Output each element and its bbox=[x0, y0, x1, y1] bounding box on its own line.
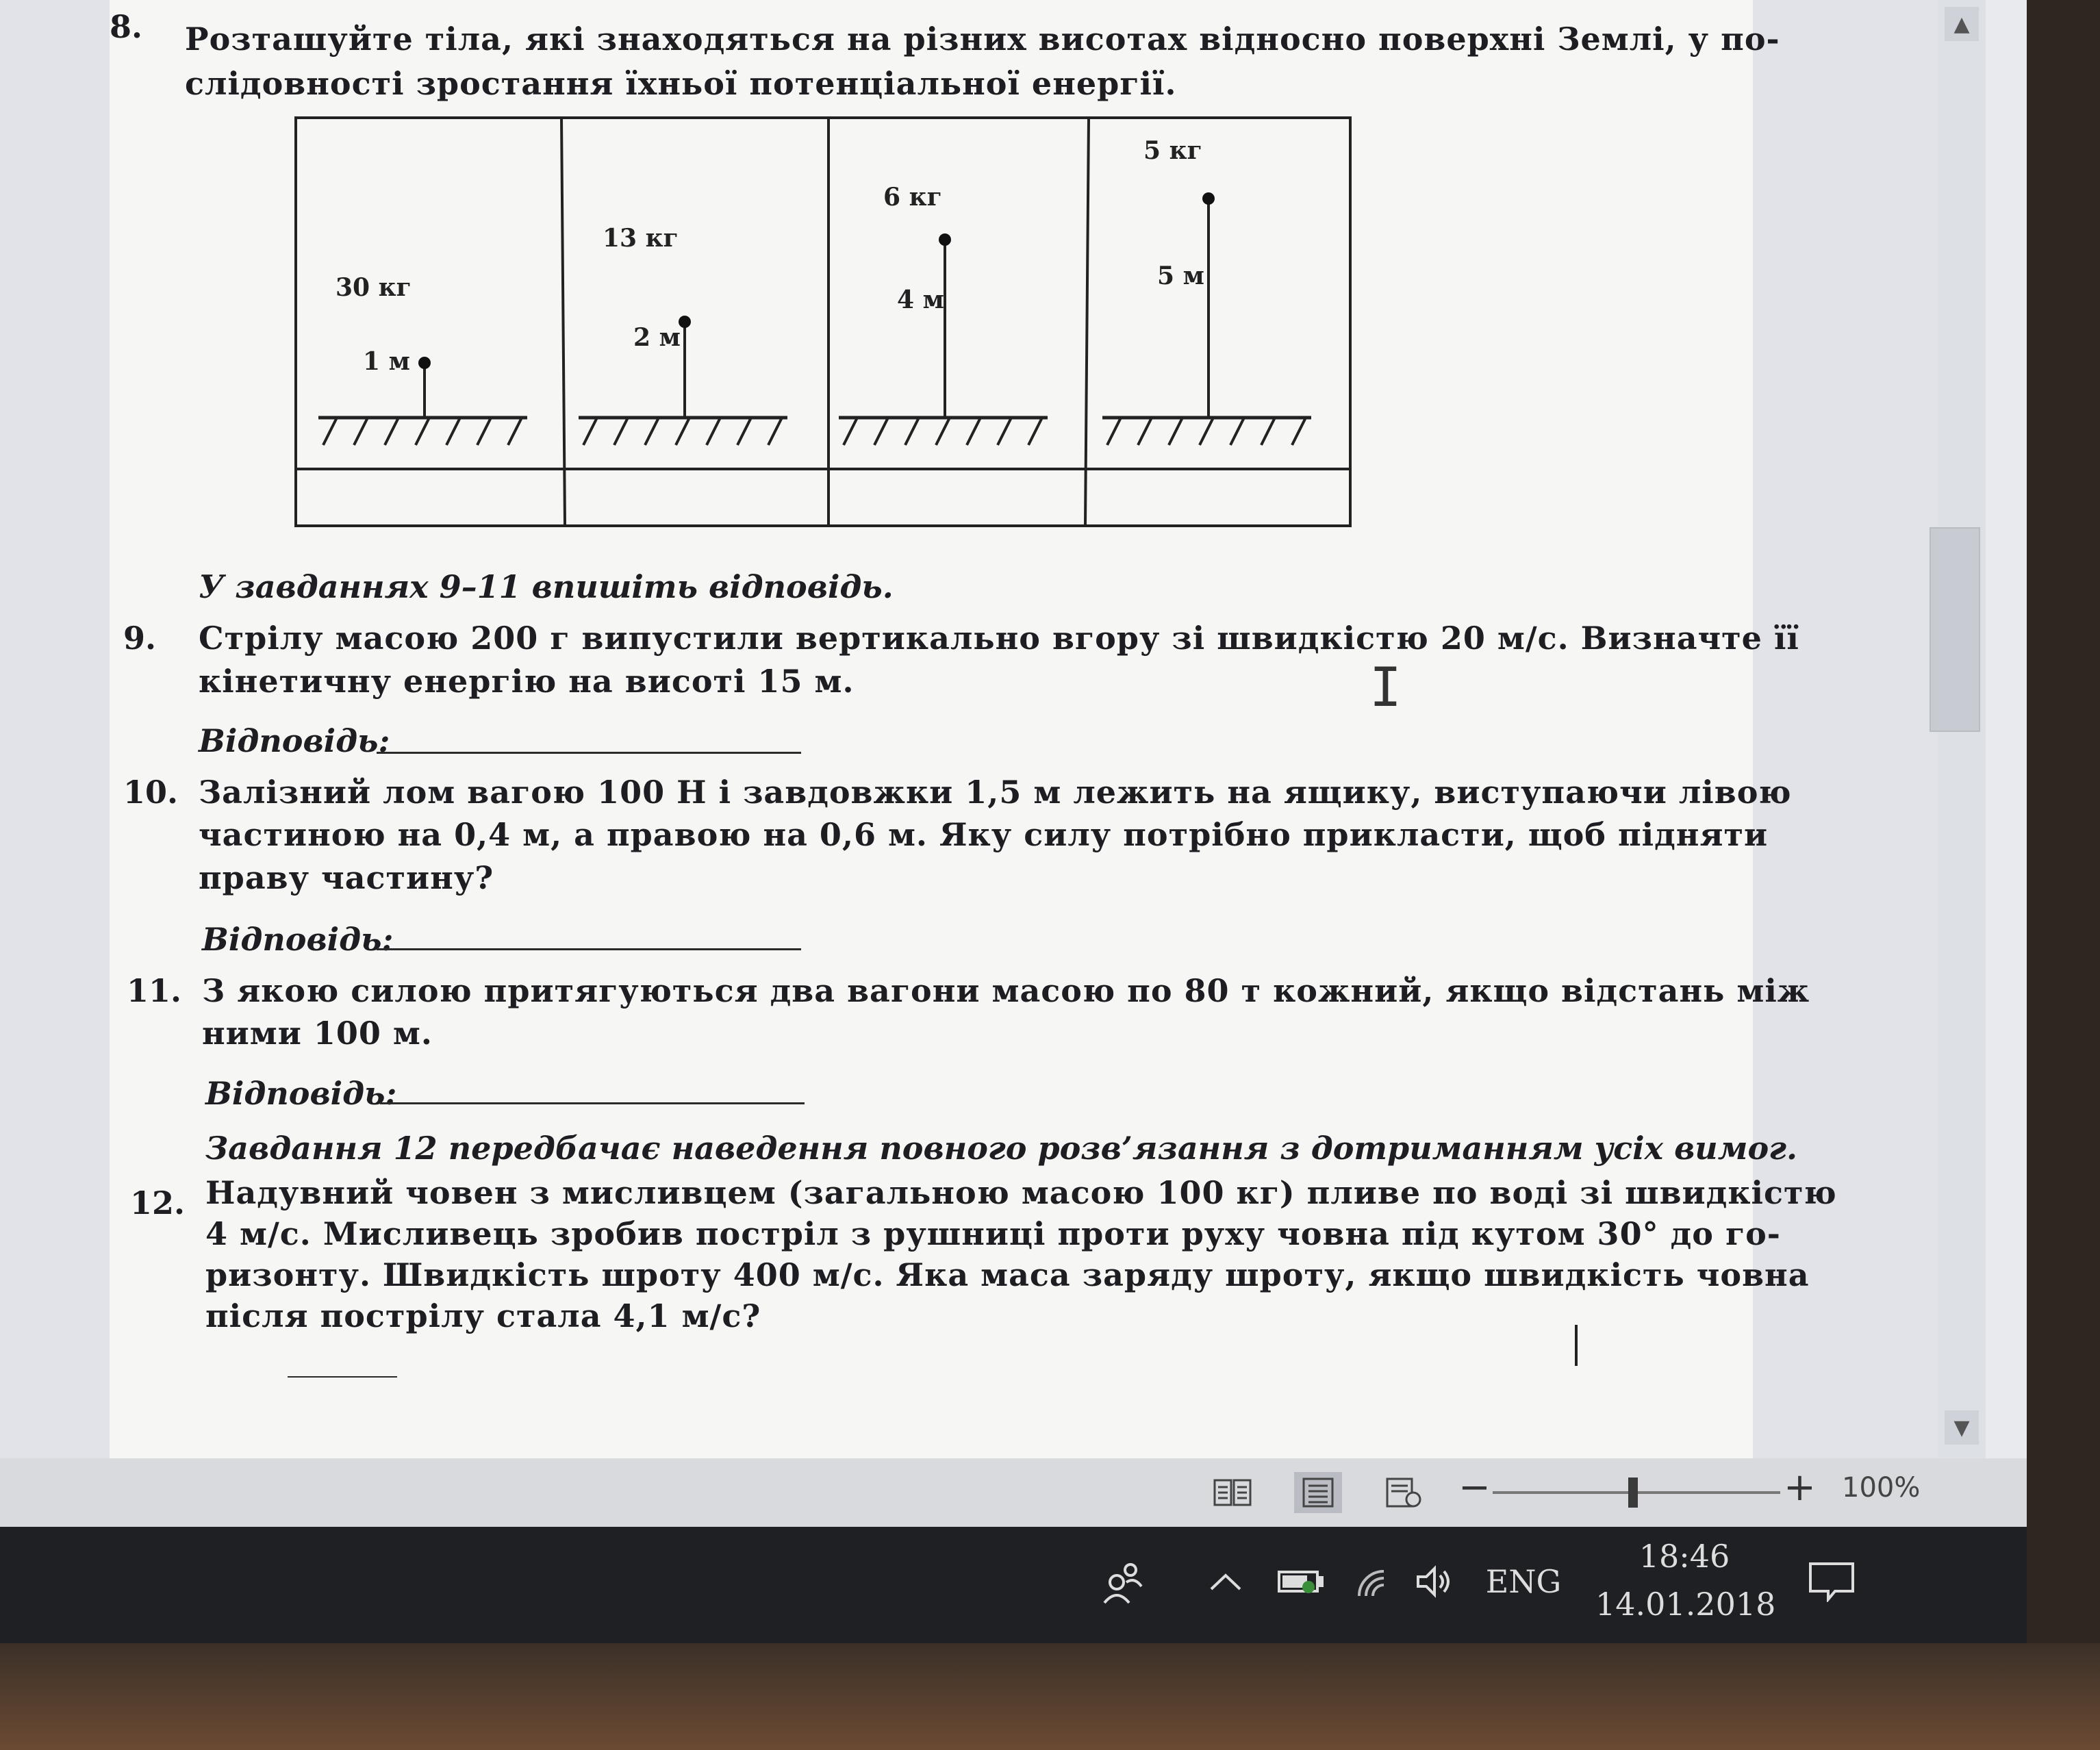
ground-hatch bbox=[676, 418, 690, 445]
ground-hatch bbox=[768, 418, 782, 445]
show-hidden-icons-icon[interactable] bbox=[1198, 1554, 1253, 1609]
ground-hatch bbox=[614, 418, 628, 445]
zoom-level[interactable]: 100% bbox=[1842, 1472, 1921, 1504]
height-label-2: 2 м bbox=[633, 323, 681, 352]
q12-line3: ризонту. Швидкість шроту 400 м/с. Яка маса заряду шроту, якщо швидкість човна bbox=[205, 1256, 1810, 1293]
scrollbar-thumb[interactable] bbox=[1930, 527, 1980, 732]
q12-number: 12. bbox=[130, 1184, 186, 1221]
scroll-up-arrow-icon[interactable]: ▲ bbox=[1945, 7, 1979, 41]
body-point-4 bbox=[1202, 192, 1215, 205]
web-layout-icon[interactable] bbox=[1380, 1472, 1428, 1513]
ground-hatch bbox=[844, 418, 857, 445]
instruction-9-11: У завданнях 9–11 впишіть відповідь. bbox=[199, 568, 894, 605]
i-beam-cursor-icon: I bbox=[1369, 657, 1402, 719]
q9-line2: кінетичну енергію на висоті 15 м. bbox=[199, 663, 855, 700]
q12-line2: 4 м/с. Мисливець зробив постріл з рушниці проти руху човна під кутом 30° до го- bbox=[205, 1215, 1781, 1252]
body-point-1 bbox=[418, 357, 431, 369]
q10-line2: частиною на 0,4 м, а правою на 0,6 м. Яку силу потрібно прикласти, щоб підняти bbox=[199, 816, 1769, 853]
q9-answer-field[interactable] bbox=[377, 752, 801, 754]
zoom-out-button[interactable]: − bbox=[1458, 1465, 1491, 1510]
instruction-12: Завдання 12 передбачає наведення повного розв’язання з дотриманням усіх вимог. bbox=[205, 1130, 1798, 1167]
action-center-icon[interactable] bbox=[1801, 1551, 1862, 1612]
q10-answer-field[interactable] bbox=[377, 948, 801, 950]
print-layout-icon[interactable] bbox=[1294, 1472, 1342, 1513]
clock-date: 14.01.2018 bbox=[1595, 1586, 1776, 1623]
q11-line1: З якою силою притягуються два вагони масою по 80 т кожний, якщо відстань між bbox=[202, 972, 1810, 1009]
ground-hatch bbox=[385, 418, 399, 445]
q10-line3: праву частину? bbox=[199, 859, 494, 896]
ground-hatch bbox=[737, 418, 751, 445]
ground-hatch bbox=[1200, 418, 1213, 445]
mass-label-3: 6 кг bbox=[883, 183, 942, 212]
ground-hatch bbox=[905, 418, 919, 445]
q12-short-line bbox=[288, 1376, 397, 1378]
clock-time: 18:46 bbox=[1639, 1538, 1730, 1575]
ground-hatch bbox=[645, 418, 659, 445]
ground-hatch bbox=[354, 418, 368, 445]
ground-hatch bbox=[323, 418, 337, 445]
ground-hatch bbox=[1169, 418, 1182, 445]
q8-line1: Розташуйте тіла, які знаходяться на різних висотах відносно поверхні Землі, у по- bbox=[185, 21, 1780, 58]
q12-line4: після пострілу стала 4,1 м/с? bbox=[205, 1297, 761, 1334]
height-label-3: 4 м bbox=[897, 286, 944, 314]
ground-hatch bbox=[1107, 418, 1121, 445]
q10-line1: Залізний лом вагою 100 Н і завдовжки 1,5 м лежить на ящику, виступаючи лівою bbox=[199, 774, 1792, 811]
ground-hatch bbox=[1028, 418, 1042, 445]
q11-answer-field[interactable] bbox=[380, 1102, 805, 1104]
ground-hatch bbox=[998, 418, 1011, 445]
figure-border bbox=[296, 118, 1350, 526]
ground-hatch bbox=[936, 418, 950, 445]
q8-line2: слідовності зростання їхньої потенціальної енергії. bbox=[185, 65, 1177, 102]
ground-hatch bbox=[446, 418, 460, 445]
mass-label-1: 30 кг bbox=[336, 273, 412, 302]
clock[interactable] bbox=[1595, 1532, 1776, 1628]
text-caret bbox=[1575, 1325, 1578, 1366]
ground-hatch bbox=[1261, 418, 1275, 445]
q9-answer-label: Відповідь: bbox=[199, 722, 390, 759]
mass-label-2: 13 кг bbox=[603, 224, 679, 253]
battery-icon[interactable] bbox=[1274, 1554, 1328, 1609]
wifi-icon[interactable] bbox=[1345, 1554, 1400, 1609]
read-mode-icon[interactable] bbox=[1209, 1472, 1256, 1513]
ground-hatch bbox=[874, 418, 888, 445]
ground-hatch bbox=[416, 418, 429, 445]
monitor-bezel-right bbox=[2027, 0, 2100, 1750]
document-page[interactable] bbox=[110, 0, 1837, 1458]
zoom-in-button[interactable]: + bbox=[1784, 1465, 1816, 1510]
volume-icon[interactable] bbox=[1407, 1554, 1462, 1609]
q10-number: 10. bbox=[123, 774, 179, 811]
q11-number: 11. bbox=[127, 972, 182, 1009]
zoom-slider-thumb[interactable] bbox=[1628, 1478, 1638, 1508]
scroll-down-arrow-icon[interactable]: ▼ bbox=[1945, 1410, 1979, 1445]
q9-number: 9. bbox=[123, 620, 157, 657]
mass-label-4: 5 кг bbox=[1143, 136, 1202, 165]
q11-line2: ними 100 м. bbox=[202, 1015, 433, 1052]
heights-figure bbox=[294, 116, 1356, 527]
ground-hatch bbox=[1230, 418, 1244, 445]
people-icon[interactable] bbox=[1096, 1554, 1150, 1609]
q8-number: 8. bbox=[110, 8, 143, 45]
ground-hatch bbox=[477, 418, 491, 445]
monitor-bezel-bottom bbox=[0, 1643, 2100, 1750]
ground-hatch bbox=[508, 418, 522, 445]
q10-answer-label: Відповідь: bbox=[202, 921, 394, 958]
body-point-3 bbox=[939, 233, 951, 246]
ground-hatch bbox=[1292, 418, 1306, 445]
ground-hatch bbox=[967, 418, 981, 445]
height-label-4: 5 м bbox=[1157, 262, 1204, 290]
height-label-1: 1 м bbox=[363, 347, 410, 376]
ground-hatch bbox=[707, 418, 720, 445]
q12-line1: Надувний човен з мисливцем (загальною масою 100 кг) пливе по воді зі швидкістю bbox=[205, 1174, 1837, 1211]
language-indicator[interactable]: ENG bbox=[1485, 1563, 1562, 1600]
ground-hatch bbox=[1138, 418, 1152, 445]
ground-hatch bbox=[583, 418, 597, 445]
q11-answer-label: Відповідь: bbox=[205, 1075, 397, 1112]
q9-line1: Стрілу масою 200 г випустили вертикально вгору зі швидкістю 20 м/с. Визначте її bbox=[199, 620, 1799, 657]
